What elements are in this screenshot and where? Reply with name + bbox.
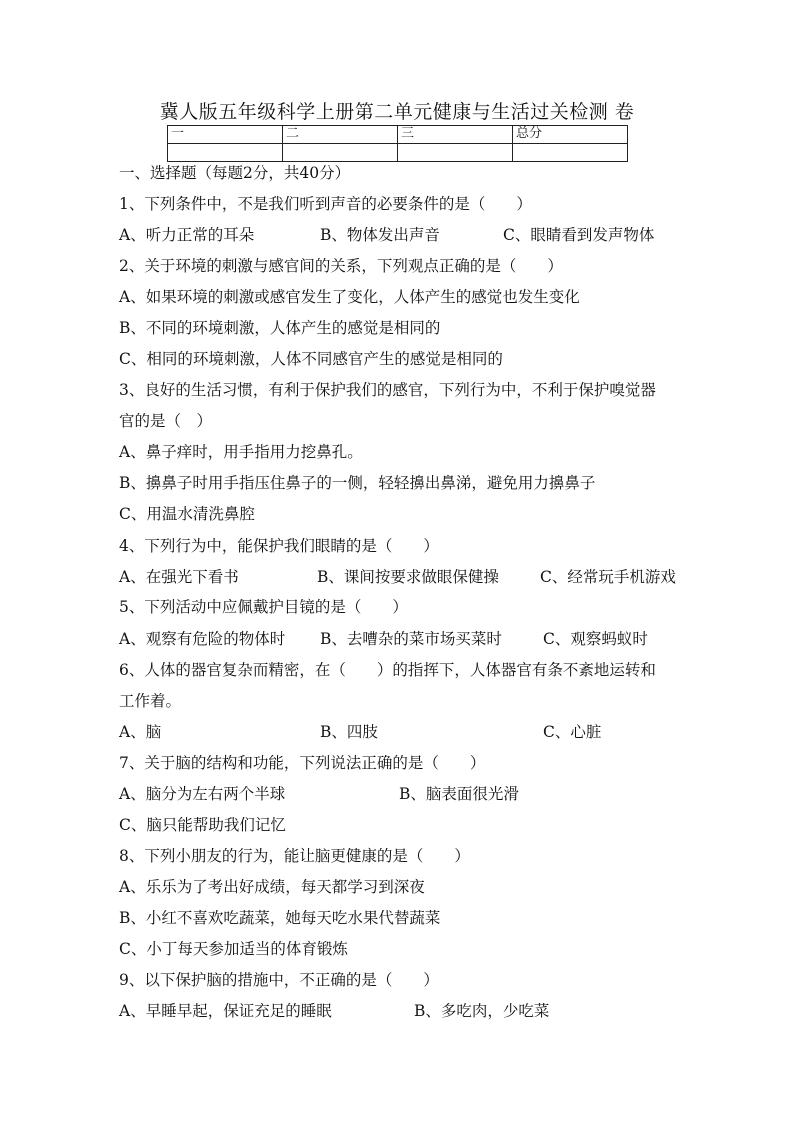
question-1-stem: 1、下列条件中，不是我们听到声音的必要条件的是（ ） xyxy=(119,195,532,213)
question-3-option-c: C、用温水清洗鼻腔 xyxy=(119,505,255,523)
question-3-stem-cont: 官的是（ ） xyxy=(119,412,213,430)
question-4-option-b: B、课间按要求做眼保健操 xyxy=(317,568,499,586)
question-6-stem: 6、人体的器官复杂而精密，在（ ）的指挥下，人体器官有条不紊地运转和 xyxy=(119,661,656,679)
question-5-option-b: B、去嘈杂的菜市场买菜时 xyxy=(320,630,502,648)
question-4-stem: 4、下列行为中，能保护我们眼睛的是（ ） xyxy=(119,537,439,555)
question-1-option-c: C、眼睛看到发声物体 xyxy=(503,226,655,244)
score-value-3[interactable] xyxy=(398,144,513,162)
score-table xyxy=(167,125,628,162)
score-value-1[interactable] xyxy=(168,144,283,162)
question-4-option-a: A、在强光下看书 xyxy=(119,568,239,586)
score-value-2[interactable] xyxy=(283,144,398,162)
score-header-3: 三 xyxy=(398,126,513,144)
score-header-total: 总分 xyxy=(513,126,628,144)
question-5-option-a: A、观察有危险的物体时 xyxy=(119,630,286,648)
question-8-option-b: B、小红不喜欢吃蔬菜，她每天吃水果代替蔬菜 xyxy=(119,909,441,927)
section-heading: 一、选择题（每题2分，共40分） xyxy=(119,164,351,182)
question-6-stem-cont: 工作着。 xyxy=(119,692,182,710)
question-2-option-a: A、如果环境的刺激或感官发生了变化，人体产生的感觉也发生变化 xyxy=(119,288,580,306)
question-7-option-a: A、脑分为左右两个半球 xyxy=(119,785,286,803)
question-2-stem: 2、关于环境的刺激与感官间的关系，下列观点正确的是（ ） xyxy=(119,257,563,275)
page-title: 冀人版五年级科学上册第二单元健康与生活过关检测 卷 xyxy=(159,101,635,123)
question-8-stem: 8、下列小朋友的行为，能让脑更健康的是（ ） xyxy=(119,847,470,865)
question-3-option-b: B、擤鼻子时用手指压住鼻子的一侧，轻轻擤出鼻涕，避免用力擤鼻子 xyxy=(119,474,596,492)
question-9-option-b: B、多吃肉，少吃菜 xyxy=(414,1002,550,1020)
question-5-stem: 5、下列活动中应佩戴护目镜的是（ ） xyxy=(119,598,408,616)
question-6-option-c: C、心脏 xyxy=(543,723,602,741)
question-1-option-b: B、物体发出声音 xyxy=(320,226,440,244)
score-table-header-row xyxy=(168,126,628,144)
question-7-option-c: C、脑只能帮助我们记忆 xyxy=(119,816,286,834)
score-header-1: 一 xyxy=(168,126,283,144)
question-9-option-a: A、早睡早起，保证充足的睡眠 xyxy=(119,1002,332,1020)
question-8-option-c: C、小丁每天参加适当的体育锻炼 xyxy=(119,940,348,958)
question-1-option-a: A、听力正常的耳朵 xyxy=(119,226,255,244)
question-6-option-a: A、脑 xyxy=(119,723,162,741)
question-5-option-c: C、观察蚂蚁时 xyxy=(543,630,648,648)
score-value-total[interactable] xyxy=(513,144,628,162)
question-7-option-b: B、脑表面很光滑 xyxy=(399,785,519,803)
question-2-option-c: C、相同的环境刺激，人体不同感官产生的感觉是相同的 xyxy=(119,350,503,368)
question-2-option-b: B、不同的环境刺激，人体产生的感觉是相同的 xyxy=(119,319,441,337)
question-7-stem: 7、关于脑的结构和功能，下列说法正确的是（ ） xyxy=(119,754,486,772)
question-3-stem: 3、良好的生活习惯，有利于保护我们的感官，下列行为中，不利于保护嗅觉器 xyxy=(119,381,656,399)
score-header-2: 二 xyxy=(283,126,398,144)
question-9-stem: 9、以下保护脑的措施中，不正确的是（ ） xyxy=(119,971,439,989)
score-table-value-row xyxy=(168,144,628,162)
question-8-option-a: A、乐乐为了考出好成绩，每天都学习到深夜 xyxy=(119,878,425,896)
question-3-option-a: A、鼻子痒时，用手指用力挖鼻孔。 xyxy=(119,443,363,461)
question-4-option-c: C、经常玩手机游戏 xyxy=(540,568,676,586)
question-6-option-b: B、四肢 xyxy=(320,723,378,741)
